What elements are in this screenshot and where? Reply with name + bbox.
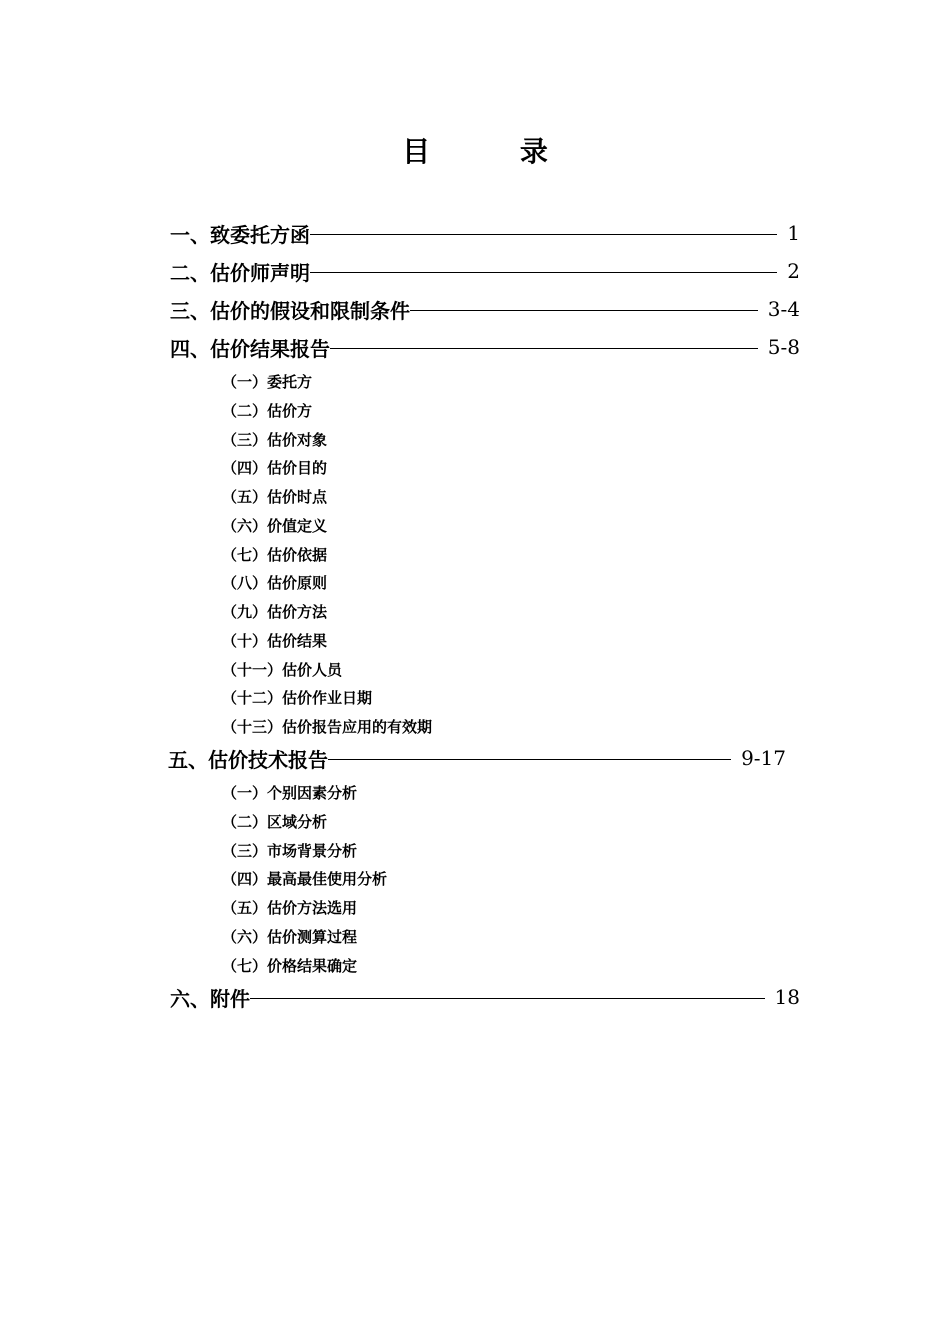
toc-subentry: （七）价格结果确定 <box>222 956 358 975</box>
toc-entry-label: 二、估价师声明 <box>170 260 310 285</box>
toc-page-number: 1 <box>787 221 800 245</box>
toc-entry <box>170 218 800 248</box>
toc-subentry: （三）估价对象 <box>222 430 328 449</box>
toc-entry-label: 六、附件 <box>170 986 250 1011</box>
toc-subentry: （六）价值定义 <box>222 516 328 535</box>
toc-subentry: （一）委托方 <box>222 373 313 391</box>
toc-subentry: （九）估价方法 <box>222 603 328 621</box>
toc-subentry: （五）估价时点 <box>222 488 328 506</box>
toc-subentry: （十二）估价作业日期 <box>222 689 373 708</box>
toc-leader-line <box>310 234 777 235</box>
toc-page-number: 2 <box>787 259 800 283</box>
toc-subentry: （十一）估价人员 <box>222 660 343 679</box>
toc-page-number: 9-17 <box>741 746 786 770</box>
toc-subentry: （七）估价依据 <box>222 545 328 564</box>
toc-entry <box>170 982 800 1012</box>
toc-subentry: （五）估价方法选用 <box>222 899 358 917</box>
toc-entry-label: 三、估价的假设和限制条件 <box>170 298 410 323</box>
toc-subentry: （三）市场背景分析 <box>222 841 358 860</box>
toc-page-number: 5-8 <box>767 335 800 359</box>
toc-subentry: （四）估价目的 <box>222 459 328 478</box>
toc-entry <box>170 256 800 286</box>
page-title: 目 录 <box>402 135 588 168</box>
toc-entry <box>170 294 800 324</box>
toc-leader-line <box>410 310 758 311</box>
toc-subentry: （一）个别因素分析 <box>222 784 358 802</box>
toc-subentry: （十）估价结果 <box>222 631 328 650</box>
toc-subentry: （八）估价原则 <box>222 574 328 593</box>
toc-subentry: （六）估价测算过程 <box>222 927 358 946</box>
toc-page-number: 3-4 <box>767 297 800 321</box>
toc-entry-label: 一、致委托方函 <box>170 222 310 247</box>
toc-subentry: （四）最高最佳使用分析 <box>222 870 388 889</box>
toc-entry <box>170 332 800 362</box>
toc-leader-line <box>310 272 777 273</box>
toc-subentry: （十三）估价报告应用的有效期 <box>222 718 433 736</box>
toc-entry-label: 五、估价技术报告 <box>168 747 328 772</box>
toc-page-number: 18 <box>774 985 800 1009</box>
toc-entry <box>168 743 786 773</box>
toc-entry-label: 四、估价结果报告 <box>170 336 330 361</box>
toc-subentry: （二）区域分析 <box>222 812 328 831</box>
toc-leader-line <box>250 998 765 999</box>
toc-leader-line <box>330 348 758 349</box>
toc-subentry: （二）估价方 <box>222 401 313 420</box>
toc-leader-line <box>328 759 731 760</box>
